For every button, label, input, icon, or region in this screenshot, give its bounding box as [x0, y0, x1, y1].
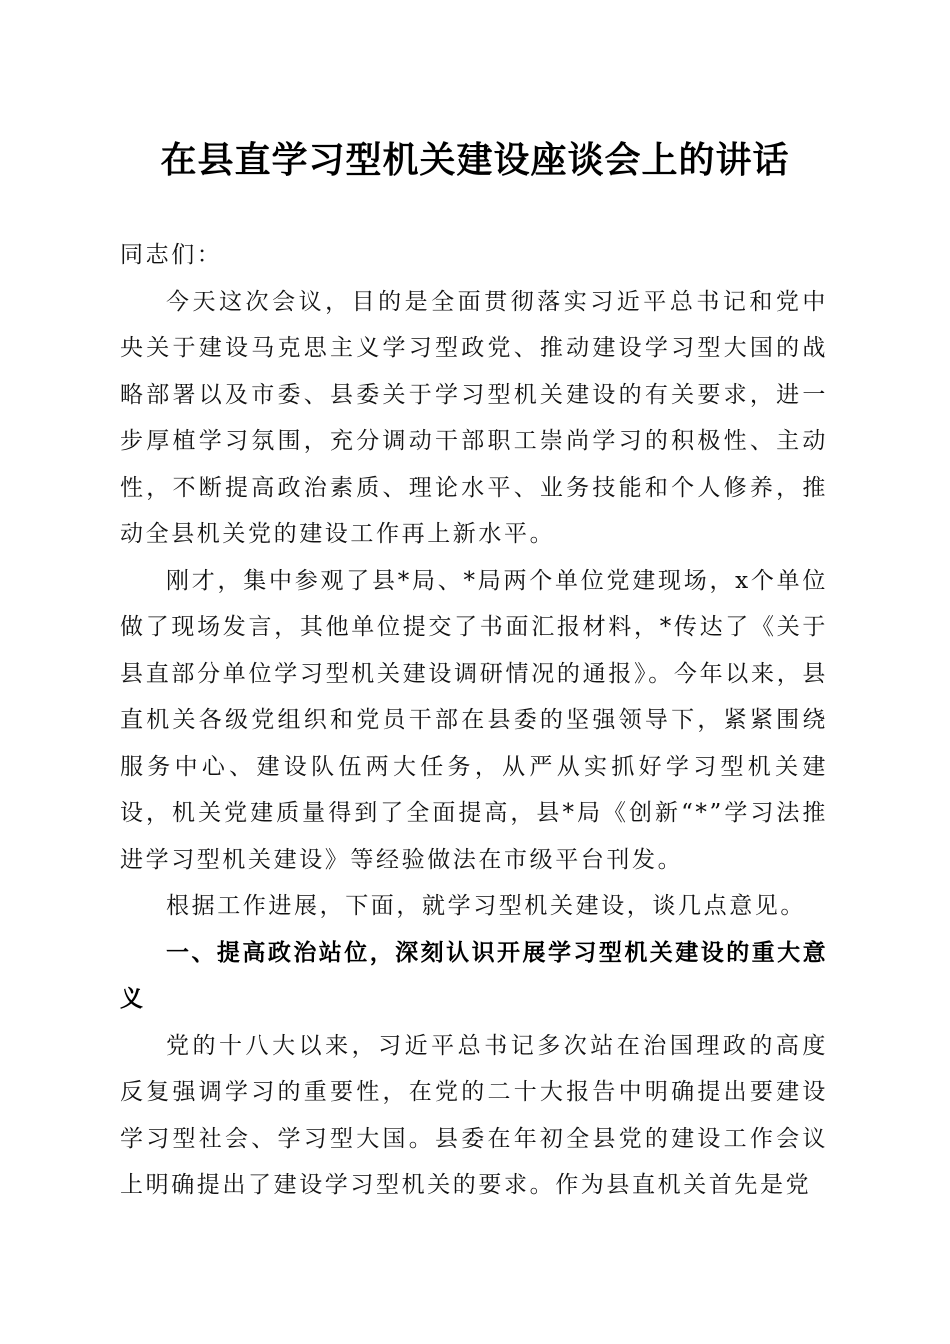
section-paragraph-1: 党的十八大以来，习近平总书记多次站在治国理政的高度反复强调学习的重要性，在党的二十大报告中明确提出要建设学习型社会、学习型大国。县委在年初全县党的建设工作会议上明确提出了建设学习型机关的要求。作为县直机关首先是党 — [120, 1032, 828, 1198]
document-title: 在县直学习型机关建设座谈会上的讲话 — [160, 139, 790, 181]
section-heading-1: 一、提高政治站位，深刻认识开展学习型机关建设的重大意义 — [120, 939, 828, 1012]
salutation: 同志们： — [120, 242, 223, 268]
paragraph-review: 刚才，集中参观了县*局、*局两个单位党建现场，x个单位做了现场发言，其他单位提交了书面汇报材料，*传达了《关于县直部分单位学习型机关建设调研情况的通报》。今年以来，县直机关各级党组织和党员干部在县委的坚强领导下，紧紧围绕服务中心、建设队伍两大任务，从严从实抓好学习型机关建设，机关党建质量得到了全面提高，县*局《创新“*”学习法推进学习型机关建设》等经验做法在市级平台刊发。 — [120, 567, 828, 873]
document-body — [120, 232, 828, 1209]
paragraph-transition: 根据工作进展，下面，就学习型机关建设，谈几点意见。 — [166, 893, 806, 919]
paragraph-intro: 今天这次会议，目的是全面贯彻落实习近平总书记和党中央关于建设马克思主义学习型政党、推动建设学习型大国的战略部署以及市委、县委关于学习型机关建设的有关要求，进一步厚植学习氛围，充分调动干部职工崇尚学习的积极性、主动性，不断提高政治素质、理论水平、业务技能和个人修养，推动全县机关党的建设工作再上新水平。 — [120, 288, 828, 547]
